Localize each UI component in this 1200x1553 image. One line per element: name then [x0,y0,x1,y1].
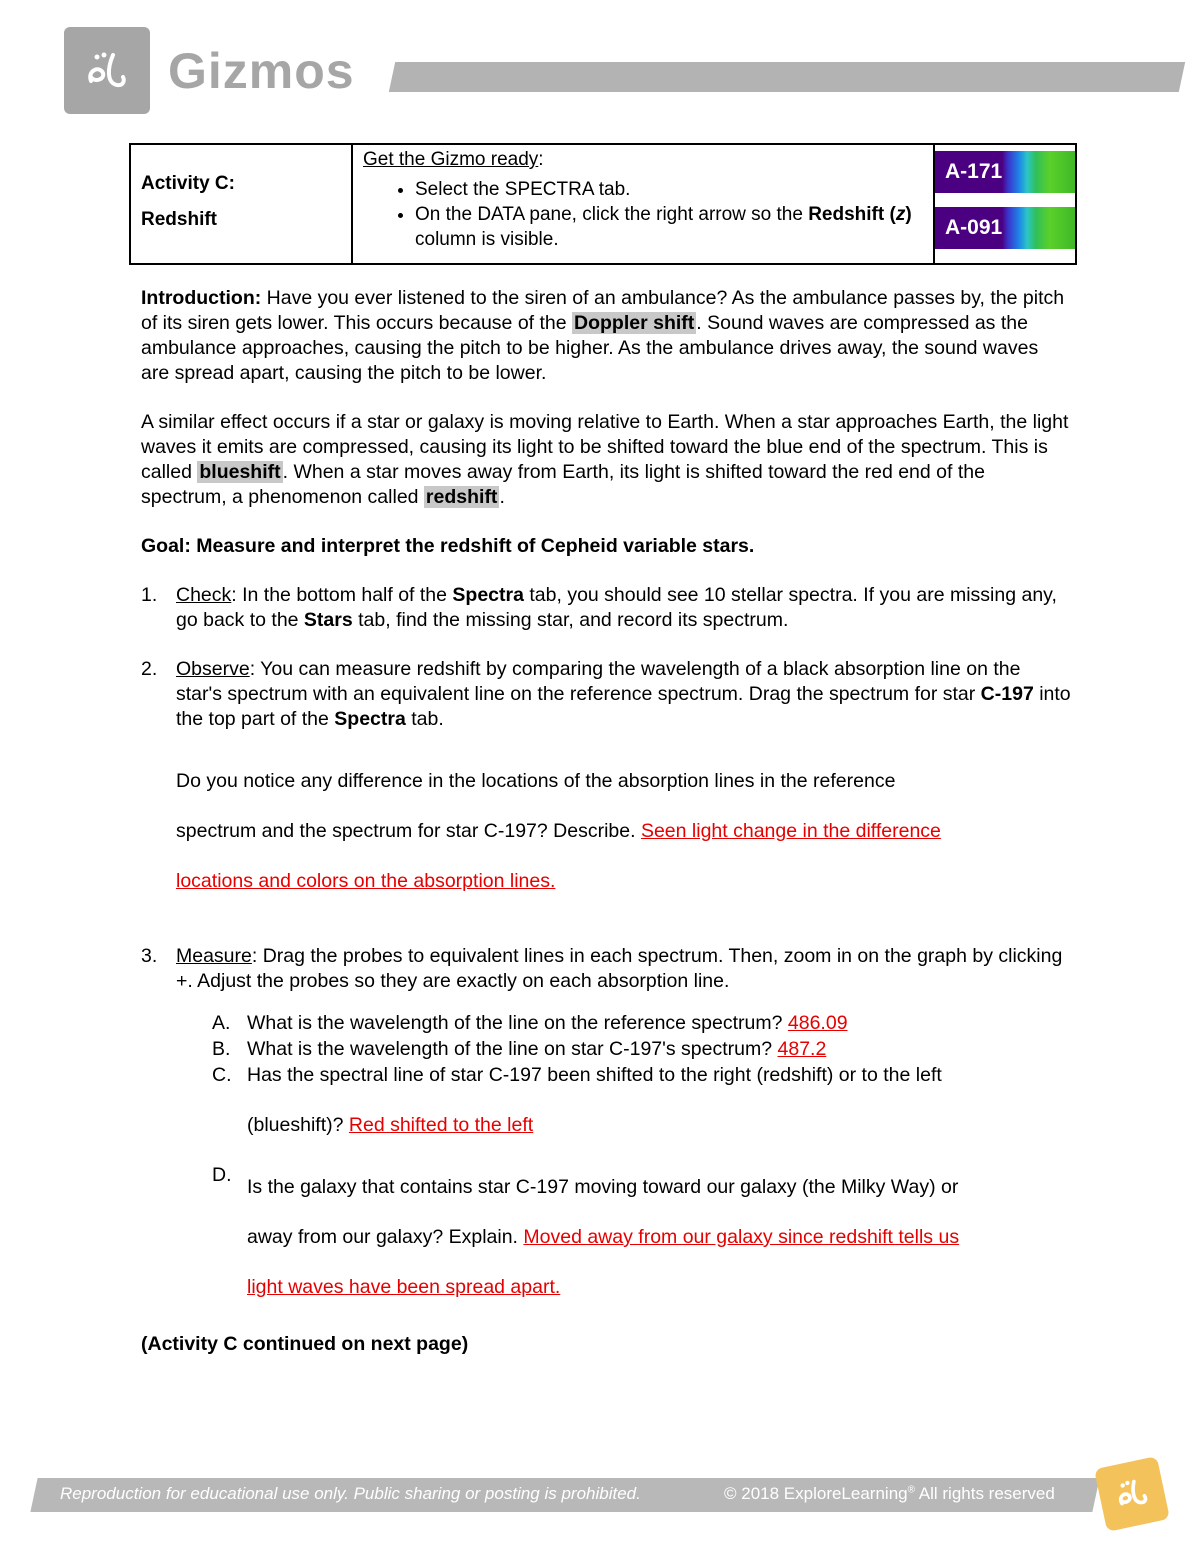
q3-c-answer: Red shifted to the left [348,1114,534,1136]
sub-letter: B. [212,1038,231,1060]
question-number: 3. [141,945,158,967]
q1-bold-2: Stars [303,609,353,631]
question-2 [141,657,1071,906]
spectrum-thumbnail [935,151,1075,193]
q3-subquestions [176,1010,1071,1312]
thumb-label: A-171 [945,160,1003,183]
q3-a-answer: 486.09 [787,1012,848,1034]
copyright-text: © 2018 ExploreLearning [724,1484,908,1503]
q3-d [176,1162,1071,1312]
footer-disclaimer: Reproduction for educational use only. Public sharing or posting is prohibited. [60,1484,641,1503]
intro-text-1: Have you ever listened to the siren of an ambulance? As the ambulance passes by, the pitch of its siren gets lower. This occurs because of the [141,287,1065,334]
q2-answer-line-1: Seen light change in the difference [640,820,941,842]
explorelearning-footer-logo-icon [1094,1456,1170,1532]
q3-d-text-line-2: away from our galaxy? Explain. [247,1226,524,1248]
q1-text-3: tab, find the missing star, and record its spectrum. [352,609,789,631]
ready-step-2 [415,202,923,252]
el-logo-glyph-icon [1106,1468,1158,1520]
step2-pre: On the DATA pane, click the right arrow so the [415,204,809,225]
intro-lead: Introduction: [141,287,262,309]
q2-question-line-1: Do you notice any difference in the locations of the absorption lines in the reference [176,770,896,792]
sub-letter: A. [212,1012,231,1034]
question-number: 1. [141,584,158,606]
q3-d-text-line-1: Is the galaxy that contains star C-197 moving toward our galaxy (the Milky Way) or [247,1176,959,1198]
q1-text-2: tab, you should see 10 stellar spectra. If you are missing any, go back to the [176,584,1057,631]
explorelearning-logo-icon [64,27,150,114]
q1-label: Check [176,584,232,606]
continued-note: (Activity C continued on next page) [141,1333,469,1355]
q2-answer-line-2: locations and colors on the absorption lines. [176,870,556,892]
q2-label: Observe [176,658,250,680]
q3-c [176,1062,1071,1138]
activity-title: Redshift [141,209,217,230]
term-redshift: redshift [425,486,498,508]
q2-bold-1: C-197 [980,683,1034,705]
activity-label: Activity C: [141,173,235,194]
term-blueshift: blueshift [199,461,281,483]
footer-copyright [724,1484,1055,1504]
registered-mark: ® [907,1484,915,1496]
q3-b-text: What is the wavelength of the line on star C-197's spectrum? [247,1038,778,1060]
q2-text-1: : You can measure redshift by comparing the wavelength of a black absorption line on the star's spectrum with an equivalent line on the reference spectrum. Drag the spectrum for star [176,658,1021,705]
spectrum-thumbnail [935,207,1075,249]
q2-text-3: tab. [405,708,444,730]
gizmo-ready-cell [352,144,934,264]
sub-letter: D. [212,1164,232,1186]
spectra-thumbnails-cell [934,144,1076,264]
activity-table [129,143,1077,265]
step2-bold-end: ) [905,204,912,225]
sub-letter: C. [212,1064,232,1086]
q3-b-answer: 487.2 [777,1038,827,1060]
q3-label: Measure [176,945,252,967]
q3-b [176,1036,1071,1062]
q3-text-1: : Drag the probes to equivalent lines in each spectrum. Then, zoom in on the graph by clicking +. Adjust the probes so they are exactly on each absorption line. [176,945,1063,992]
question-3 [141,944,1071,1312]
ready-heading: Get the Gizmo ready [363,149,539,170]
q3-d-answer-line-2: light waves have been spread apart. [247,1276,561,1298]
ready-steps [363,177,923,252]
q2-bold-2: Spectra [334,708,406,730]
header-bar [389,62,1185,92]
step2-bold: Redshift ( [808,204,896,225]
q3-a [176,1010,1071,1036]
introduction-paragraph [141,286,1071,386]
question-list [141,583,1071,1312]
term-doppler-shift: Doppler shift [574,312,695,334]
para2-text-3: . [499,486,505,508]
gizmos-brand: Gizmos [168,43,355,99]
q2-text-2: into the top part of the [176,683,1071,730]
q3-a-text: What is the wavelength of the line on the reference spectrum? [247,1012,788,1034]
el-logo-glyph-icon [77,41,137,101]
ready-colon: : [538,149,544,170]
activity-title-cell [130,144,352,264]
rights-text: All rights reserved [914,1484,1055,1503]
q1-text-1: : In the bottom half of the [231,584,453,606]
thumb-label: A-091 [945,216,1003,239]
q3-c-text-line-1: Has the spectral line of star C-197 been shifted to the right (redshift) or to the left [247,1064,942,1086]
intro-text-2: . Sound waves are compressed as the ambulance approaches, causing the pitch to be higher. As the ambulance drives away, the sound waves are spread apart, causing the pitch to be lower. [141,312,1039,384]
blueshift-paragraph [141,410,1071,510]
question-1 [141,583,1071,633]
q3-c-text-line-2: (blueshift)? [247,1114,349,1136]
step2-post: column is visible. [415,229,559,250]
goal-statement: Goal: Measure and interpret the redshift of Cepheid variable stars. [141,535,755,557]
document-body [141,286,1071,1381]
ready-step-1: • Select the SPECTRA tab. [415,177,923,202]
question-number: 2. [141,658,158,680]
para2-text-1: A similar effect occurs if a star or galaxy is moving relative to Earth. When a star approaches Earth, the light waves it emits are compressed, causing its light to be shifted toward the blue end of the spectrum. This is called [141,411,1069,483]
q2-question-line-2: spectrum and the spectrum for star C-197? Describe. [176,820,641,842]
q3-d-answer-line-1: Moved away from our galaxy since redshift tells us [523,1226,960,1248]
q1-bold-1: Spectra [452,584,524,606]
para2-text-2: . When a star moves away from Earth, its light is shifted toward the red end of the spectrum, a phenomenon called [141,461,985,508]
step2-italic: z [895,204,906,225]
